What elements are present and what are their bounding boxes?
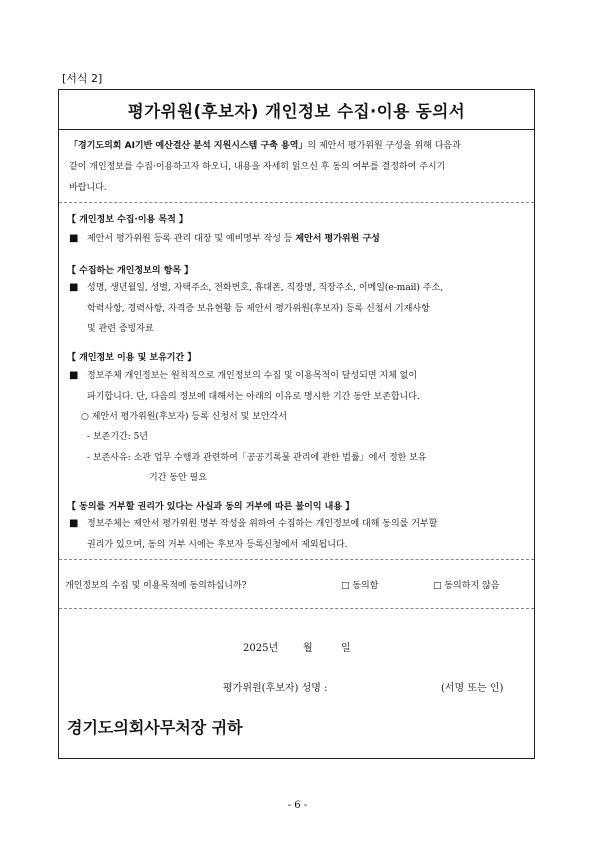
retention-heading: 【 개인정보 이용 및 보유기간 】 <box>67 353 197 363</box>
bullet-square-icon: ■ <box>69 282 79 293</box>
form-title: 평가위원(후보자) 개인정보 수집·이용 동의서 <box>127 101 466 121</box>
retention-line-2: 파기합니다. 단, 다음의 정보에 대해서는 아래의 이유로 명시한 기간 동안 보존합니다. <box>87 391 420 402</box>
intro-line-3: 바랍니다. <box>69 183 107 193</box>
page-number: - 6 - <box>287 800 308 811</box>
bullet-square-icon: ■ <box>69 370 79 381</box>
divider <box>59 559 534 560</box>
items-line-1: 성명, 생년월일, 성별, 자택주소, 전화번호, 휴대폰, 직장명, 직장주소, 이메일(e-mail) 주소, <box>87 283 444 293</box>
bullet-square-icon: ■ <box>69 233 79 244</box>
refusal-line-1: 정보주체는 제안서 평가위원 명부 작성을 위하여 수집하는 개인정보에 대해 동의를 거부할 <box>87 519 438 529</box>
refusal-item <box>69 514 526 555</box>
items-heading: 【 수집하는 개인정보의 항목 】 <box>67 266 194 276</box>
intro-line-2: 같이 개인정보를 수집·이용하고자 하오니, 내용을 자세히 읽으신 후 동의 여부를 결정하여 주시기 <box>69 162 446 172</box>
retention-period: - 보존기간: 5년 <box>87 432 148 442</box>
date-day: 일 <box>341 643 351 654</box>
consent-question: 개인정보의 수집 및 이용목적에 동의하십니까? <box>65 581 247 591</box>
retention-reason-cont: 기간 동안 필요 <box>149 473 207 483</box>
refusal-heading: 【 동의를 거부할 권리가 있다는 사실과 동의 거부에 따른 불이익 내용 】 <box>67 502 355 512</box>
date-year: 2025년 <box>243 643 279 654</box>
intro-line-1: 의 제안서 평가위원 구성을 위해 다음과 <box>307 141 461 151</box>
signer-label: 평가위원(후보자) 성명 : <box>223 683 328 694</box>
bullet-square-icon: ■ <box>69 518 79 529</box>
intro-paragraph <box>65 136 528 199</box>
retention-line-1: 정보주체 개인정보는 원칙적으로 개인정보의 수집 및 이용목적이 달성되면 지체 없이 <box>87 371 418 381</box>
date-month: 월 <box>303 643 313 654</box>
divider <box>59 202 534 203</box>
agree-checkbox[interactable]: □ 동의함 <box>341 581 379 591</box>
project-name: 「경기도의회 AI기반 예산결산 분석 지원시스템 구축 용역」 <box>69 141 308 151</box>
retention-circle-item: ○ 제안서 평가위원(후보자) 등록 신청서 및 보안각서 <box>81 412 287 422</box>
retention-reason: - 보존사유: 소관 업무 수행과 관련하여「공공기록물 관리에 관한 법률」에서 정한 보유 <box>87 453 427 463</box>
purpose-emphasis: 제안서 평가위원 구성 <box>295 234 380 244</box>
retention-item <box>69 366 526 407</box>
items-item <box>69 278 526 340</box>
signature-hint: (서명 또는 인) <box>441 683 504 694</box>
items-line-3: 및 관련 증빙자료 <box>87 324 154 334</box>
divider <box>59 608 534 609</box>
refusal-line-2: 권리가 있으며, 동의 거부 시에는 후보자 등록신청에서 제외됩니다. <box>87 539 348 550</box>
title-box <box>59 90 534 130</box>
consent-form <box>58 89 535 759</box>
purpose-item <box>69 229 526 250</box>
items-line-2: 학력사항, 경력사항, 자격증 보유현황 등 제안서 평가위원(후보자) 등록 신청서 기재사항 <box>87 303 430 314</box>
addressee: 경기도의회사무처장 귀하 <box>67 718 243 737</box>
purpose-text: 제안서 평가위원 등록 관리 대장 및 예비명부 작성 등 <box>87 234 296 244</box>
form-number-label: [서식 2] <box>62 72 103 85</box>
disagree-checkbox[interactable]: □ 동의하지 않음 <box>433 581 500 591</box>
purpose-heading: 【 개인정보 수집·이용 목적 】 <box>67 215 188 225</box>
